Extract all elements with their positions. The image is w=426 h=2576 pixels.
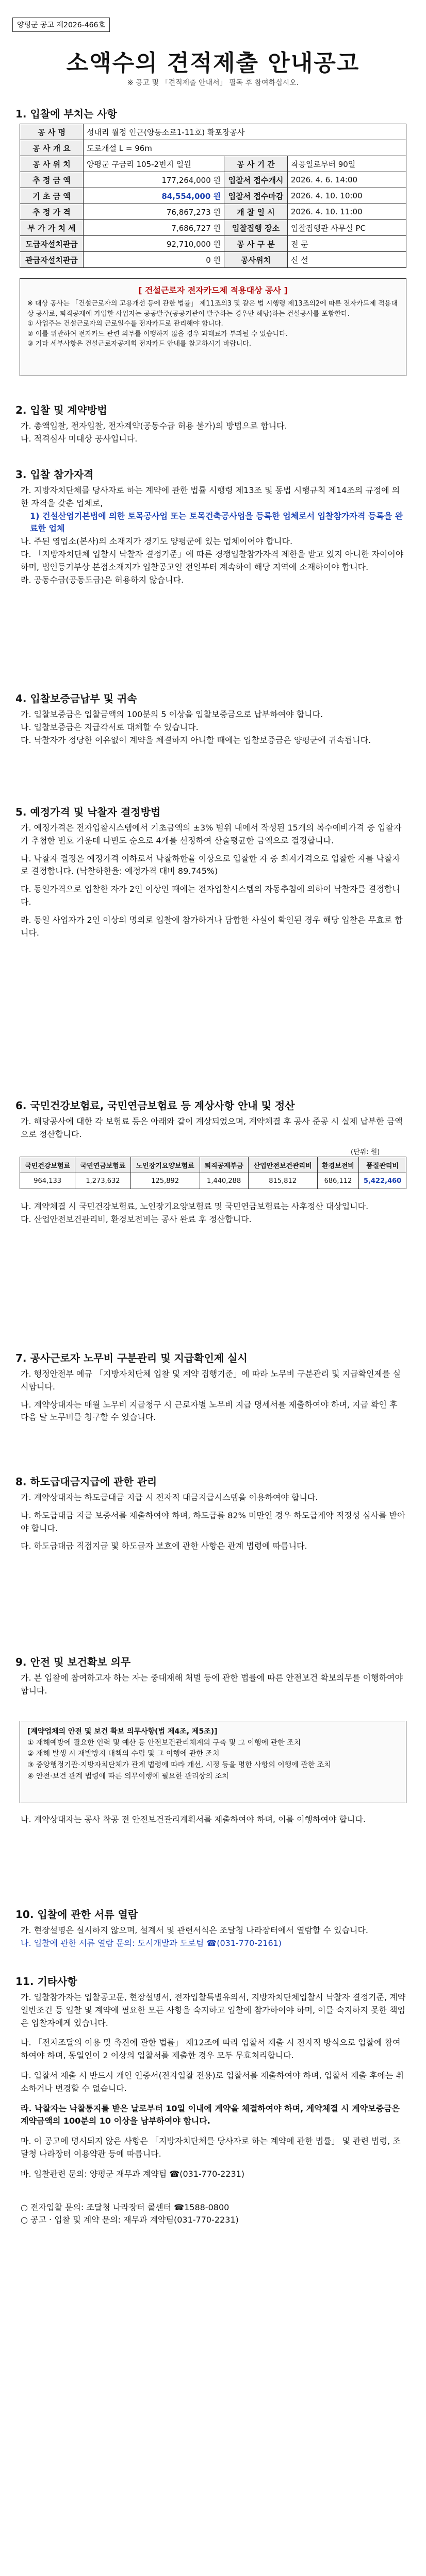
table-cell: 착공일로부터 90일 <box>288 156 406 172</box>
table-row <box>20 1157 406 1173</box>
section-10-heading: 10. 입찰에 관한 서류 열람 <box>15 1908 138 1921</box>
title-subnote: ※ 공고 및 「견적제출 안내서」 필독 후 참여하십시오. <box>127 79 299 87</box>
e-card-box-line: ※ 대상 공사는 「건설근로자의 고용개선 등에 관한 법률」 제11조의3 및 같은 법 시행령 제13조의2에 따른 전자카드제 적용대상 공사로, 퇴직공제에 가입한 사업자는 공공발주(공공기관이 발주하는 경우만 해당)하는 건설공사를 포함한다. <box>27 300 398 318</box>
table-cell: 686,112 <box>317 1173 359 1189</box>
section-4-body <box>21 708 407 747</box>
table-row <box>20 1173 406 1189</box>
paragraph: 다. 「지방자치단체 입찰시 낙찰자 결정기준」에 따른 경쟁입찰참가자격 제한을 받고 있지 아니한 자이어야 하며, 법인등기부상 본점소재지가 입찰공고일 전일부터 계속하여 해당 지역에 소재하여야 합니다. <box>21 549 404 572</box>
paragraph: 가. 예정가격은 전자입찰시스템에서 기초금액의 ±3% 범위 내에서 작성된 15개의 복수예비가격 중 입찰자가 추첨한 번호 가운데 다빈도 순으로 4개를 선정하여 산술평균한 금액으로 결정합니다. <box>21 823 402 845</box>
section-9-heading: 9. 안전 및 보건확보 의무 <box>15 1656 131 1668</box>
table-header-cell: 산업안전보건관리비 <box>248 1157 317 1173</box>
table-header-cell: 환경보전비 <box>317 1157 359 1173</box>
section-3-heading: 3. 입찰 참가자격 <box>15 468 94 481</box>
paragraph: 가. 본 입찰에 참여하고자 하는 자는 중대재해 처벌 등에 관한 법률에 따른 안전보건 확보의무를 이행하여야 합니다. <box>21 1673 403 1696</box>
table-header-cell: 품질관리비 <box>359 1157 406 1173</box>
table-cell: 76,867,273 원 <box>84 204 224 220</box>
safety-box-title: [계약업체의 안전 및 보건 확보 의무사항(법 제4조, 제5조)] <box>27 1727 218 1736</box>
e-card-box-title: [ 건설근로자 전자카드제 적용대상 공사 ] <box>138 285 288 295</box>
section-6-heading: 6. 국민건강보험료, 국민연금보험료 등 계상사항 안내 및 정산 <box>15 1099 295 1112</box>
table-cell: 추 정 가 격 <box>20 204 84 220</box>
section-1-heading: 1. 입찰에 부치는 사항 <box>15 108 117 120</box>
table-row <box>20 140 406 156</box>
section-8-body <box>21 1492 407 1553</box>
table-cell: 815,812 <box>248 1173 317 1189</box>
paragraph: 가. 총액입찰, 전자입찰, 전자계약(공동수급 허용 불가)의 방법으로 합니다. <box>21 421 287 431</box>
e-card-box-line: ③ 기타 세부사항은 건설근로자공제회 전자카드 안내를 참고하시기 바랍니다. <box>27 340 252 348</box>
paragraph: 나. 입찰에 관한 서류 열람 문의: 도시개발과 도로팀 ☎(031-770-2161) <box>21 1938 282 1948</box>
table-cell: 1,440,288 <box>200 1173 248 1189</box>
table-cell: 공사위치 <box>224 252 288 268</box>
table-row <box>20 252 406 268</box>
table-cell: 신 설 <box>288 252 406 268</box>
table-cell: 부 가 가 치 세 <box>20 220 84 236</box>
table-row <box>20 204 406 220</box>
section-7-heading: 7. 공사근로자 노무비 구분관리 및 지급확인제 실시 <box>15 1352 248 1364</box>
table-cell: 공 사 구 분 <box>224 236 288 252</box>
table-cell: 125,892 <box>130 1173 200 1189</box>
safety-box-line: ② 재해 발생 시 재발방지 대책의 수립 및 그 이행에 관한 조치 <box>27 1750 220 1758</box>
paragraph: 나. 적격심사 미대상 공사입니다. <box>21 433 138 444</box>
section-9-after <box>21 1814 407 1826</box>
section-6-body <box>21 1115 407 1141</box>
section-9-body <box>21 1672 407 1698</box>
section-6-footnotes <box>21 1200 407 1226</box>
table-row <box>20 156 406 172</box>
paragraph: 라. 동일 사업자가 2인 이상의 명의로 입찰에 참가하거나 담합한 사실이 확인된 경우 해당 입찰은 무효로 합니다. <box>21 914 403 938</box>
section-5-heading: 5. 예정가격 및 낙찰자 결정방법 <box>15 806 161 818</box>
table-cell: 177,264,000 원 <box>84 172 224 188</box>
section-7-body <box>21 1368 407 1424</box>
paragraph: 나. 계약체결 시 국민건강보험료, 노인장기요양보험료 및 국민연금보험료는 사후정산 대상입니다. <box>21 1201 369 1211</box>
paragraph: 가. 행정안전부 예규 「지방자치단체 입찰 및 계약 집행기준」에 따라 노무비 구분관리 및 지급확인제를 실시합니다. <box>21 1369 401 1392</box>
paragraph: 다. 산업안전보건관리비, 환경보전비는 공사 완료 후 정산합니다. <box>21 1214 252 1224</box>
paragraph: 라. 공동수급(공동도급)은 허용하지 않습니다. <box>21 574 184 585</box>
table-cell: 5,422,460 <box>359 1173 406 1189</box>
paragraph: 나. 입찰보증금은 지급각서로 대체할 수 있습니다. <box>21 722 199 732</box>
paragraph: 라. 낙찰자는 낙찰통지를 받은 날로부터 10일 이내에 계약을 체결하여야 하며, 계약체결 시 계약보증금은 계약금액의 100분의 10 이상을 납부하여야 합니다. <box>21 2103 400 2126</box>
safety-box-line: ④ 안전·보건 관계 법령에 따른 의무이행에 필요한 관리상의 조치 <box>27 1772 229 1781</box>
e-card-box-line: ② 이를 위반하여 전자카드 관련 의무를 이행하지 않을 경우 과태료가 부과될 수 있습니다. <box>27 330 288 338</box>
contact-line: ○ 공고 ‧ 입찰 및 계약 문의: 재무과 계약팀(031-770-2231) <box>21 2215 239 2225</box>
section-2-body <box>21 420 407 446</box>
safety-duty-box <box>20 1721 406 1803</box>
bid-summary-table <box>20 124 406 268</box>
table-cell: 7,686,727 원 <box>84 220 224 236</box>
table-cell: 공 사 명 <box>20 124 84 140</box>
section-10-body <box>21 1924 407 1950</box>
notice-number-tag: 양평군 공고 제2026-466호 <box>12 18 110 32</box>
paragraph: 나. 「전자조달의 이용 및 촉진에 관한 법률」 제12조에 따라 입찰서 제출 시 전자적 방식으로 입찰에 참여하여야 하며, 동일인이 2 이상의 입찰서를 제출한 경우 모두 무효처리합니다. <box>21 2038 401 2061</box>
table-cell: 0 원 <box>84 252 224 268</box>
paragraph: 바. 입찰관련 문의: 양평군 재무과 계약팀 ☎(031-770-2231) <box>21 2168 245 2179</box>
table-cell: 84,554,000 원 <box>84 188 224 204</box>
paragraph: 1) 건설산업기본법에 의한 토목공사업 또는 토목건축공사업을 등록한 업체로서 입찰참가자격 등록을 완료한 업체 <box>30 511 403 534</box>
section-3-body <box>21 484 407 586</box>
table-cell: 공 사 위 치 <box>20 156 84 172</box>
section-11-body <box>21 1991 407 2227</box>
table-cell: 입찰서 접수마감 <box>224 188 288 204</box>
contact-line: ○ 전자입찰 문의: 조달청 나라장터 콜센터 ☎1588-0800 <box>21 2202 230 2212</box>
table-cell: 추 정 금 액 <box>20 172 84 188</box>
table-cell: 1,273,632 <box>75 1173 130 1189</box>
paragraph: 다. 입찰서 제출 시 반드시 개인 인증서(전자입찰 전용)로 입찰서를 제출하여야 하며, 입찰서 제출 후에는 취소하거나 변경할 수 없습니다. <box>21 2070 404 2093</box>
table-header-cell: 국민건강보험료 <box>20 1157 75 1173</box>
section-2-heading: 2. 입찰 및 계약방법 <box>15 404 107 416</box>
paragraph: 나. 계약상대자는 공사 착공 전 안전보건관리계획서를 제출하여야 하며, 이를 이행하여야 합니다. <box>21 1815 366 1824</box>
paragraph: 다. 낙찰자가 정당한 이유없이 계약을 체결하지 아니할 때에는 입찰보증금은 양평군에 귀속됩니다. <box>21 735 371 745</box>
table-row <box>20 220 406 236</box>
paragraph: 가. 지방자치단체를 당사자로 하는 계약에 관한 법률 시행령 제13조 및 동법 시행규칙 제14조의 규정에 의한 자격을 갖춘 업체로, <box>21 485 400 508</box>
paragraph: 가. 해당공사에 대한 각 보험료 등은 아래와 같이 계상되었으며, 계약체결 후 공사 준공 시 실제 납부한 금액으로 정산합니다. <box>21 1116 403 1139</box>
table-cell: 2026. 4. 10. 11:00 <box>288 204 406 220</box>
table-cell: 개 찰 일 시 <box>224 204 288 220</box>
table-cell: 도급자설치관급 <box>20 236 84 252</box>
table-cell: 전 문 <box>288 236 406 252</box>
table-row <box>20 172 406 188</box>
insurance-table <box>20 1157 406 1189</box>
table-header-cell: 국민연금보험료 <box>75 1157 130 1173</box>
table-cell: 기 초 금 액 <box>20 188 84 204</box>
table-cell: 입찰집행관 사무실 PC <box>288 220 406 236</box>
section-4-heading: 4. 입찰보증금납부 및 귀속 <box>15 692 137 705</box>
paragraph: 마. 이 공고에 명시되지 않은 사항은 「지방자치단체를 당사자로 하는 계약에 관한 법률」 및 관련 법령, 조달청 나라장터 이용약관 등에 따릅니다. <box>21 2136 401 2159</box>
paragraph: 나. 주된 영업소(본사)의 소재지가 경기도 양평군에 있는 업체이어야 합니다. <box>21 536 293 547</box>
table-row <box>20 188 406 204</box>
page-title: 소액수의 견적제출 안내공고 <box>66 50 360 76</box>
table-cell: 2026. 4. 6. 14:00 <box>288 172 406 188</box>
e-card-box-line: ① 사업주는 건설근로자의 근로일수를 전자카드로 관리해야 합니다. <box>27 320 223 328</box>
paragraph: 가. 계약상대자는 하도급대금 지급 시 전자적 대금지급시스템을 이용하여야 합니다. <box>21 1493 318 1502</box>
table-cell: 입찰집행 장소 <box>224 220 288 236</box>
table-cell: 양평군 구금리 105-2번지 일원 <box>84 156 224 172</box>
table-cell: 공 사 개 요 <box>20 140 84 156</box>
table-cell: 도로개설 L = 96m <box>84 140 406 156</box>
table-cell: 공 사 기 간 <box>224 156 288 172</box>
table-row <box>20 124 406 140</box>
section-5-body <box>21 822 407 939</box>
safety-box-line: ① 재해예방에 필요한 인력 및 예산 등 안전보건관리체계의 구축 및 그 이행에 관한 조치 <box>27 1738 301 1747</box>
table-cell: 964,133 <box>20 1173 75 1189</box>
safety-box-line: ③ 중앙행정기관·지방자치단체가 관계 법령에 따라 개선, 시정 등을 명한 사항의 이행에 관한 조치 <box>27 1761 331 1770</box>
section-11-heading: 11. 기타사항 <box>15 1975 77 1988</box>
section-8-heading: 8. 하도급대금지급에 관한 관리 <box>15 1476 157 1488</box>
table-cell: 성내리 월정 인근(양동소로1-11호) 확포장공사 <box>84 124 406 140</box>
paragraph: 가. 입찰보증금은 입찰금액의 100분의 5 이상을 입찰보증금으로 납부하여야 합니다. <box>21 709 323 719</box>
table-header-cell: 퇴직공제부금 <box>200 1157 248 1173</box>
table-row <box>20 236 406 252</box>
paragraph: 다. 동일가격으로 입찰한 자가 2인 이상인 때에는 전자입찰시스템의 자동추첨에 의하여 낙찰자를 결정합니다. <box>21 884 400 907</box>
e-card-notice-box <box>20 278 406 376</box>
paragraph: 나. 하도급대금 지급 보증서를 제출하여야 하며, 하도급률 82% 미만인 경우 하도급계약 적정성 심사를 받아야 합니다. <box>21 1510 405 1533</box>
table-cell: 92,710,000 원 <box>84 236 224 252</box>
paragraph: 다. 하도급대금 직접지급 및 하도급자 보호에 관한 사항은 관계 법령에 따릅니다. <box>21 1541 307 1551</box>
table-cell: 관급자설치관급 <box>20 252 84 268</box>
paragraph: 나. 낙찰자 결정은 예정가격 이하로서 낙찰하한율 이상으로 입찰한 자 중 최저가격으로 입찰한 자를 낙찰자로 결정합니다. (낙찰하한율: 예정가격 대비 89.745%) <box>21 853 400 876</box>
unit-label: (단위: 원) <box>351 1148 380 1156</box>
table-header-cell: 노인장기요양보험료 <box>130 1157 200 1173</box>
paragraph: 가. 현장설명은 실시하지 않으며, 설계서 및 관련서식은 조달청 나라장터에서 열람할 수 있습니다. <box>21 1925 368 1935</box>
table-cell: 입찰서 접수개시 <box>224 172 288 188</box>
paragraph: 가. 입찰참가자는 입찰공고문, 현장설명서, 전자입찰특별유의서, 지방자치단체입찰시 낙찰자 결정기준, 계약일반조건 등 입찰 및 계약에 필요한 모든 사항을 숙지하고 입찰에 참가하여야 하며, 이를 숙지하지 못한 책임은 입찰자에게 있습니다. <box>21 1992 406 2028</box>
paragraph: 나. 계약상대자는 매월 노무비 지급청구 시 근로자별 노무비 지급 명세서를 제출하여야 하며, 지급 확인 후 다음 달 노무비를 청구할 수 있습니다. <box>21 1399 398 1422</box>
table-cell: 2026. 4. 10. 10:00 <box>288 188 406 204</box>
